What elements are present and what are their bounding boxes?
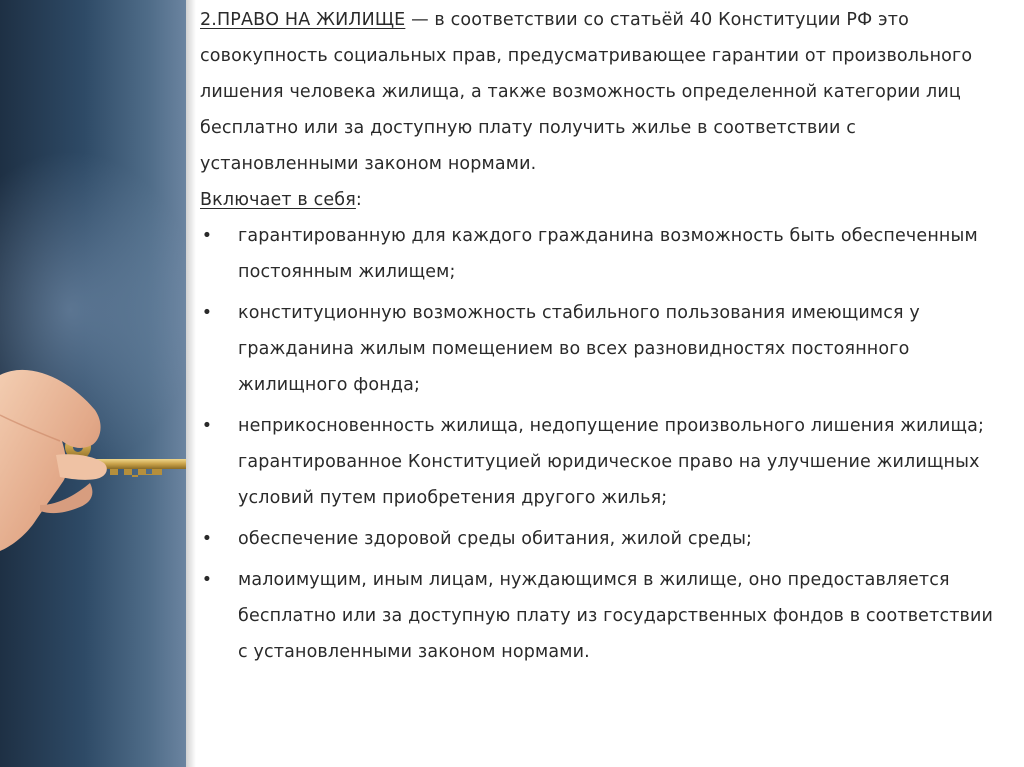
panel-shadow: [186, 0, 196, 767]
intro-paragraph: [200, 2, 1000, 182]
list-item: [200, 562, 1000, 670]
list-item: [200, 408, 1000, 516]
list-item-text: неприкосновенность жилища, недопущение произвольного лишения жилища; гарантированное Конституцией юридическое право на улучшение жилищных условий путем приобретения другого жилья;: [238, 416, 985, 508]
intro-text: — в соответствии со статьёй 40 Конституции РФ это совокупность социальных прав, предусматривающее гарантии от произвольного лишения человека жилища, а также возможность определенной категории лиц бесплатно или за доступную плату получить жилье в соответствии с установленными законом нормами.: [200, 10, 973, 174]
includes-label-text: Включает в себя: [200, 190, 356, 210]
slide-content: [200, 2, 1000, 675]
list-item-text: малоимущим, иным лицам, нуждающимся в жилище, оно предоставляется бесплатно или за доступную плату из государственных фондов в соответствии с установленными законом нормами.: [238, 570, 994, 662]
bullet-icon: •: [201, 570, 213, 590]
includes-label: [200, 182, 1000, 218]
slide-heading: 2.ПРАВО НА ЖИЛИЩЕ: [200, 10, 406, 30]
list-item-text: гарантированную для каждого гражданина возможность быть обеспеченным постоянным жилищем;: [238, 226, 978, 282]
list-item-text: обеспечение здоровой среды обитания, жилой среды;: [238, 529, 753, 549]
side-panel: [0, 0, 186, 767]
list-item: [200, 521, 1000, 557]
bullet-icon: •: [201, 529, 213, 549]
list-item: [200, 295, 1000, 403]
includes-colon: :: [355, 190, 362, 210]
bullet-list: [200, 218, 1000, 670]
list-item: [200, 218, 1000, 290]
bullet-icon: •: [201, 416, 213, 436]
bullet-icon: •: [201, 226, 213, 246]
bullet-icon: •: [201, 303, 213, 323]
hand-holding-key-icon: [0, 355, 186, 555]
list-item-text: конституционную возможность стабильного пользования имеющимся у гражданина жилым помещением во всех разновидностях постоянного жилищного фонда;: [238, 303, 920, 395]
